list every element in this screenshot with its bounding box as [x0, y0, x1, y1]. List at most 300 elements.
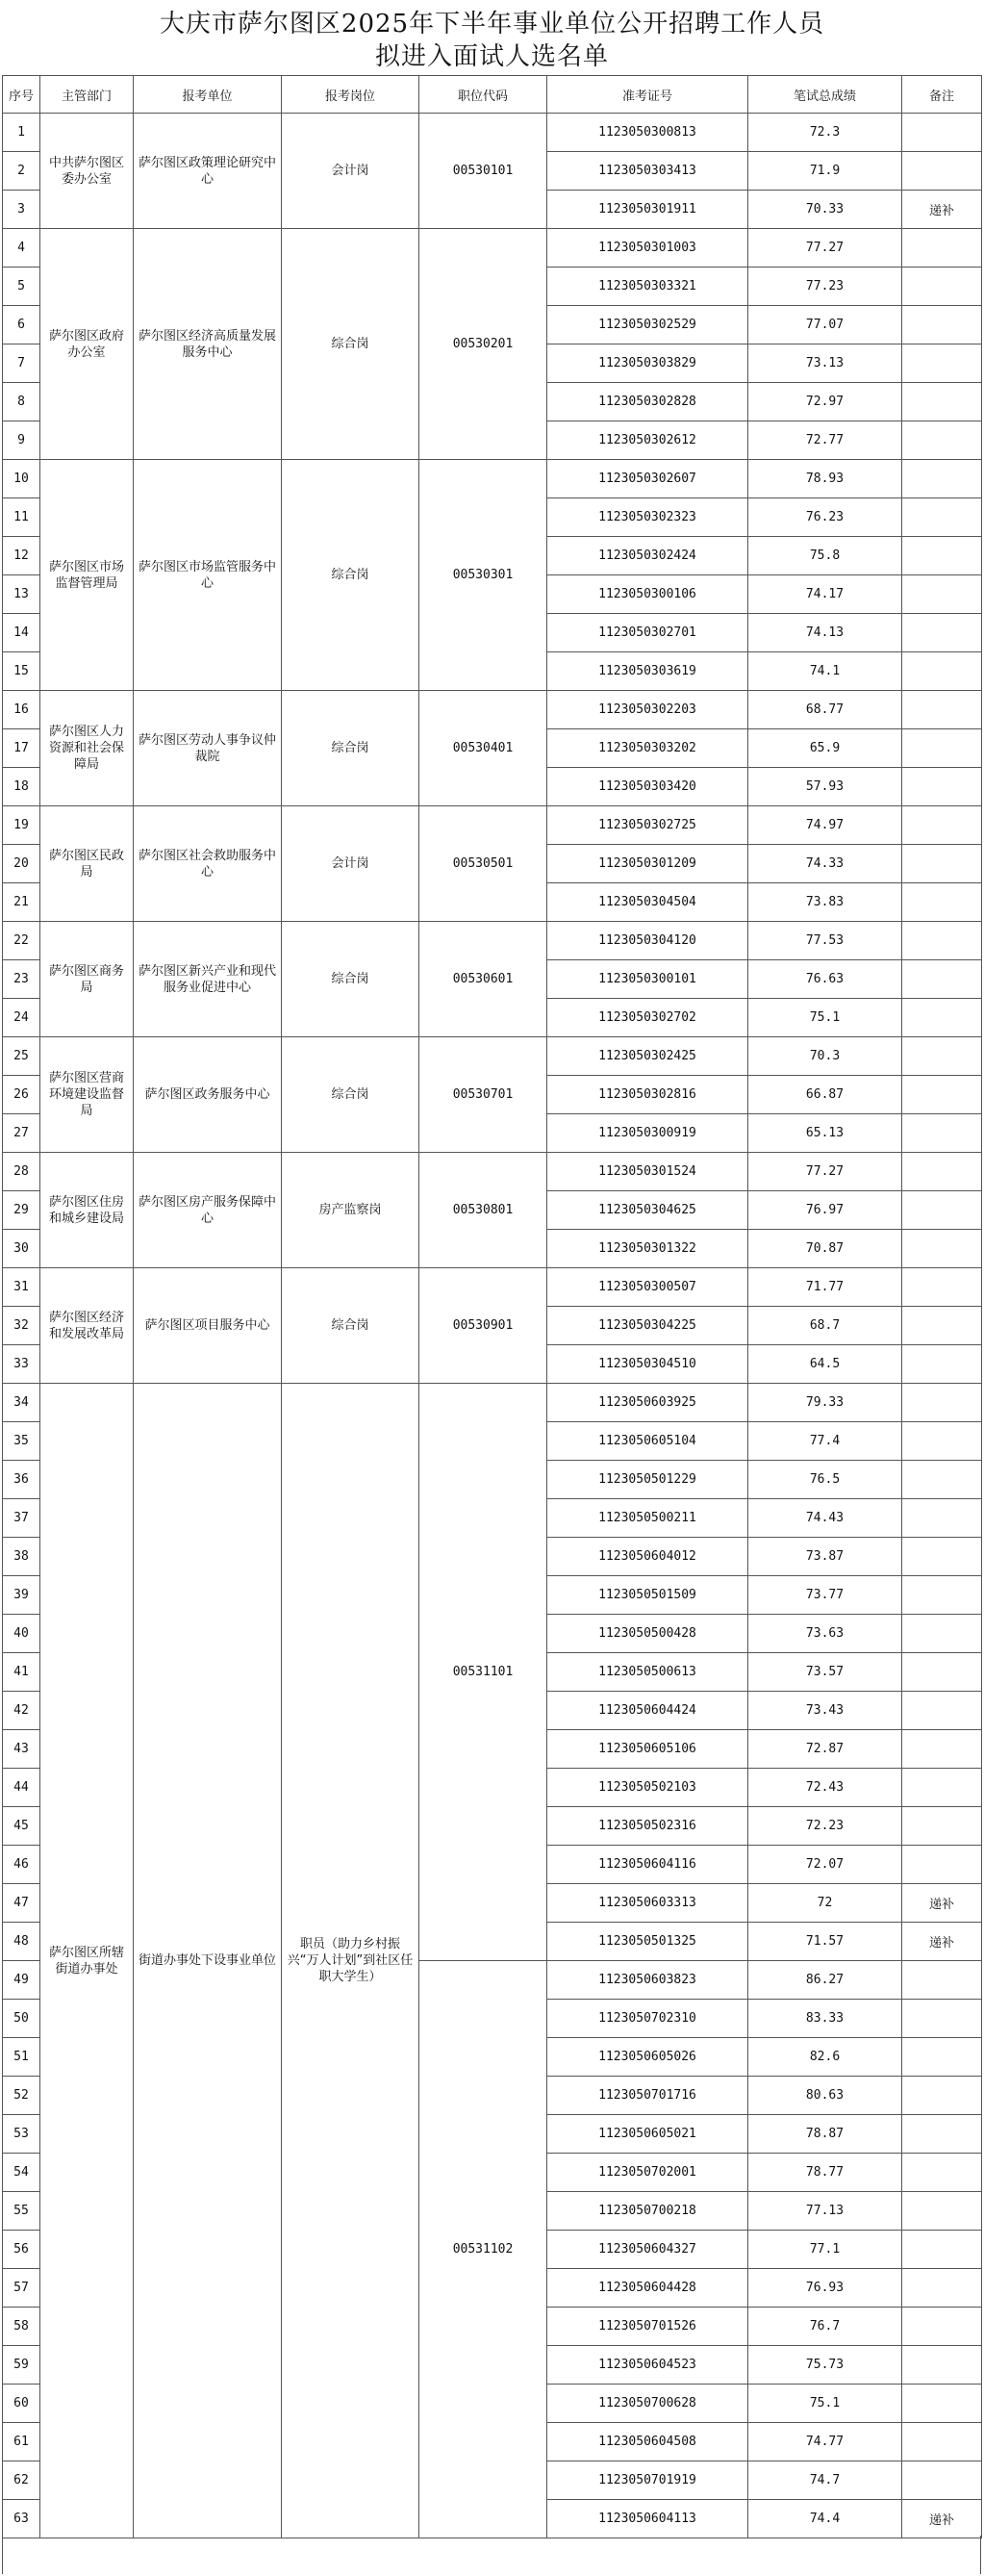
admission-number: 1123050501229 [547, 1461, 748, 1499]
admission-number: 1123050604012 [547, 1538, 748, 1576]
admission-number: 1123050701526 [547, 2308, 748, 2346]
total-score: 76.7 [748, 2308, 902, 2346]
remarks [902, 2231, 982, 2269]
remarks [902, 1153, 982, 1191]
total-score: 77.1 [748, 2231, 902, 2269]
admission-number: 1123050300106 [547, 575, 748, 614]
admission-number: 1123050301322 [547, 1230, 748, 1268]
row-index: 26 [3, 1076, 40, 1114]
total-score: 77.23 [748, 268, 902, 306]
admission-number: 1123050603823 [547, 1961, 748, 2000]
row-index: 38 [3, 1538, 40, 1576]
post-cell: 综合岗 [282, 1268, 419, 1384]
remarks: 递补 [902, 2500, 982, 2538]
remarks [902, 1961, 982, 2000]
post-cell: 综合岗 [282, 691, 419, 806]
position-code-cell: 00530501 [419, 806, 547, 922]
total-score: 73.57 [748, 1653, 902, 1692]
row-index: 41 [3, 1653, 40, 1692]
admission-number: 1123050700218 [547, 2192, 748, 2231]
row-index: 59 [3, 2346, 40, 2385]
table-header-row [3, 76, 982, 114]
admission-number: 1123050303619 [547, 652, 748, 691]
admission-number: 1123050302725 [547, 806, 748, 845]
total-score: 76.5 [748, 1461, 902, 1499]
remarks [902, 691, 982, 729]
admission-number: 1123050604327 [547, 2231, 748, 2269]
admission-number: 1123050501325 [547, 1923, 748, 1961]
table-row [3, 1153, 982, 1191]
unit-cell: 萨尔图区房产服务保障中心 [134, 1153, 282, 1268]
remarks [902, 537, 982, 575]
remarks [902, 344, 982, 383]
admission-number: 1123050300813 [547, 114, 748, 152]
admission-number: 1123050304625 [547, 1191, 748, 1230]
admission-number: 1123050605104 [547, 1422, 748, 1461]
total-score: 71.57 [748, 1923, 902, 1961]
unit-cell: 萨尔图区经济高质量发展服务中心 [134, 229, 282, 460]
row-index: 17 [3, 729, 40, 768]
total-score: 73.77 [748, 1576, 902, 1615]
total-score: 72 [748, 1884, 902, 1923]
department-cell: 萨尔图区民政局 [40, 806, 134, 922]
table-row [3, 114, 982, 152]
total-score: 76.23 [748, 498, 902, 537]
remarks [902, 1076, 982, 1114]
row-index: 32 [3, 1307, 40, 1345]
total-score: 77.27 [748, 229, 902, 268]
position-code-cell: 00530601 [419, 922, 547, 1037]
total-score: 75.8 [748, 537, 902, 575]
remarks [902, 729, 982, 768]
row-index: 22 [3, 922, 40, 960]
admission-number: 1123050303321 [547, 268, 748, 306]
total-score: 82.6 [748, 2038, 902, 2077]
page-title-line1: 大庆市萨尔图区2025年下半年事业单位公开招聘工作人员 [159, 10, 825, 38]
admission-number: 1123050302607 [547, 460, 748, 498]
admission-number: 1123050304504 [547, 883, 748, 922]
row-index: 61 [3, 2423, 40, 2461]
admission-number: 1123050301524 [547, 1153, 748, 1191]
admission-number: 1123050304120 [547, 922, 748, 960]
total-score: 72.43 [748, 1769, 902, 1807]
admission-number: 1123050702310 [547, 2000, 748, 2038]
remarks [902, 1615, 982, 1653]
row-index: 40 [3, 1615, 40, 1653]
total-score: 77.4 [748, 1422, 902, 1461]
admission-number: 1123050303829 [547, 344, 748, 383]
row-index: 54 [3, 2154, 40, 2192]
admission-number: 1123050302816 [547, 1076, 748, 1114]
department-cell: 萨尔图区政府办公室 [40, 229, 134, 460]
position-code-cell: 00530801 [419, 1153, 547, 1268]
remarks [902, 421, 982, 460]
row-index: 55 [3, 2192, 40, 2231]
remarks [902, 1384, 982, 1422]
row-index: 42 [3, 1692, 40, 1730]
unit-cell: 萨尔图区市场监管服务中心 [134, 460, 282, 691]
department-cell: 萨尔图区经济和发展改革局 [40, 1268, 134, 1384]
admission-number: 1123050301911 [547, 191, 748, 229]
admission-number: 1123050605026 [547, 2038, 748, 2077]
position-code-cell: 00530901 [419, 1268, 547, 1384]
total-score: 68.77 [748, 691, 902, 729]
post-cell: 会计岗 [282, 114, 419, 229]
department-cell: 萨尔图区营商环境建设监督局 [40, 1037, 134, 1153]
total-score: 79.33 [748, 1384, 902, 1422]
remarks [902, 2038, 982, 2077]
remarks [902, 1499, 982, 1538]
total-score: 72.07 [748, 1846, 902, 1884]
total-score: 77.13 [748, 2192, 902, 2231]
row-index: 23 [3, 960, 40, 999]
remarks [902, 2115, 982, 2154]
total-score: 74.1 [748, 652, 902, 691]
total-score: 77.07 [748, 306, 902, 344]
unit-cell: 萨尔图区项目服务中心 [134, 1268, 282, 1384]
admission-number: 1123050700628 [547, 2385, 748, 2423]
row-index: 5 [3, 268, 40, 306]
position-code-cell: 00531101 [419, 1384, 547, 1961]
position-code-cell: 00530701 [419, 1037, 547, 1153]
admission-number: 1123050603313 [547, 1884, 748, 1923]
unit-cell: 萨尔图区政务服务中心 [134, 1037, 282, 1153]
admission-number: 1123050502316 [547, 1807, 748, 1846]
admission-number: 1123050502103 [547, 1769, 748, 1807]
header-position-code: 职位代码 [419, 76, 547, 114]
remarks [902, 1307, 982, 1345]
total-score: 70.33 [748, 191, 902, 229]
row-index: 25 [3, 1037, 40, 1076]
total-score: 76.97 [748, 1191, 902, 1230]
table-bottom-edge [2, 2536, 981, 2574]
admission-number: 1123050701716 [547, 2077, 748, 2115]
department-cell: 萨尔图区人力资源和社会保障局 [40, 691, 134, 806]
row-index: 19 [3, 806, 40, 845]
remarks [902, 883, 982, 922]
total-score: 71.77 [748, 1268, 902, 1307]
admission-number: 1123050302828 [547, 383, 748, 421]
row-index: 28 [3, 1153, 40, 1191]
row-index: 21 [3, 883, 40, 922]
admission-number: 1123050302424 [547, 537, 748, 575]
row-index: 60 [3, 2385, 40, 2423]
remarks [902, 922, 982, 960]
row-index: 48 [3, 1923, 40, 1961]
total-score: 75.1 [748, 999, 902, 1037]
remarks [902, 2077, 982, 2115]
position-code-cell: 00531102 [419, 1961, 547, 2538]
remarks [902, 1230, 982, 1268]
total-score: 72.23 [748, 1807, 902, 1846]
total-score: 74.4 [748, 2500, 902, 2538]
total-score: 74.33 [748, 845, 902, 883]
remarks [902, 2154, 982, 2192]
admission-number: 1123050604523 [547, 2346, 748, 2385]
post-cell: 会计岗 [282, 806, 419, 922]
admission-number: 1123050605021 [547, 2115, 748, 2154]
admission-number: 1123050302701 [547, 614, 748, 652]
remarks [902, 1653, 982, 1692]
total-score: 78.87 [748, 2115, 902, 2154]
total-score: 72.87 [748, 1730, 902, 1769]
remarks [902, 1730, 982, 1769]
row-index: 8 [3, 383, 40, 421]
position-code-cell: 00530401 [419, 691, 547, 806]
total-score: 72.77 [748, 421, 902, 460]
remarks: 递补 [902, 191, 982, 229]
row-index: 62 [3, 2461, 40, 2500]
row-index: 20 [3, 845, 40, 883]
header-remarks: 备注 [902, 76, 982, 114]
admission-number: 1123050302323 [547, 498, 748, 537]
admission-number: 1123050702001 [547, 2154, 748, 2192]
remarks [902, 1846, 982, 1884]
row-index: 63 [3, 2500, 40, 2538]
position-code-cell: 00530301 [419, 460, 547, 691]
department-cell: 萨尔图区商务局 [40, 922, 134, 1037]
post-cell: 房产监察岗 [282, 1153, 419, 1268]
total-score: 70.3 [748, 1037, 902, 1076]
department-cell: 萨尔图区住房和城乡建设局 [40, 1153, 134, 1268]
row-index: 6 [3, 306, 40, 344]
total-score: 78.77 [748, 2154, 902, 2192]
post-cell: 综合岗 [282, 1037, 419, 1153]
candidate-table [2, 75, 982, 2538]
row-index: 33 [3, 1345, 40, 1384]
remarks [902, 768, 982, 806]
remarks [902, 575, 982, 614]
remarks [902, 460, 982, 498]
row-index: 14 [3, 614, 40, 652]
admission-number: 1123050300919 [547, 1114, 748, 1153]
unit-cell: 萨尔图区劳动人事争议仲裁院 [134, 691, 282, 806]
admission-number: 1123050303202 [547, 729, 748, 768]
total-score: 74.13 [748, 614, 902, 652]
remarks [902, 1037, 982, 1076]
row-index: 50 [3, 2000, 40, 2038]
remarks [902, 1576, 982, 1615]
remarks [902, 652, 982, 691]
row-index: 53 [3, 2115, 40, 2154]
remarks [902, 1422, 982, 1461]
remarks [902, 1191, 982, 1230]
admission-number: 1123050302529 [547, 306, 748, 344]
total-score: 64.5 [748, 1345, 902, 1384]
total-score: 72.3 [748, 114, 902, 152]
row-index: 24 [3, 999, 40, 1037]
remarks [902, 1114, 982, 1153]
row-index: 9 [3, 421, 40, 460]
total-score: 75.1 [748, 2385, 902, 2423]
row-index: 15 [3, 652, 40, 691]
row-index: 29 [3, 1191, 40, 1230]
total-score: 74.77 [748, 2423, 902, 2461]
total-score: 70.87 [748, 1230, 902, 1268]
admission-number: 1123050303420 [547, 768, 748, 806]
admission-number: 1123050302203 [547, 691, 748, 729]
table-row [3, 691, 982, 729]
unit-cell: 萨尔图区政策理论研究中心 [134, 114, 282, 229]
position-code-cell: 00530101 [419, 114, 547, 229]
header-total-score: 笔试总成绩 [748, 76, 902, 114]
remarks [902, 1692, 982, 1730]
admission-number: 1123050500428 [547, 1615, 748, 1653]
remarks [902, 2423, 982, 2461]
admission-number: 1123050302612 [547, 421, 748, 460]
admission-number: 1123050303413 [547, 152, 748, 191]
remarks [902, 383, 982, 421]
table-row [3, 460, 982, 498]
remarks [902, 999, 982, 1037]
remarks [902, 1538, 982, 1576]
total-score: 72.97 [748, 383, 902, 421]
admission-number: 1123050304225 [547, 1307, 748, 1345]
total-score: 74.17 [748, 575, 902, 614]
row-index: 58 [3, 2308, 40, 2346]
remarks [902, 229, 982, 268]
total-score: 74.97 [748, 806, 902, 845]
post-cell: 综合岗 [282, 460, 419, 691]
row-index: 34 [3, 1384, 40, 1422]
header-post: 报考岗位 [282, 76, 419, 114]
remarks [902, 614, 982, 652]
admission-number: 1123050604428 [547, 2269, 748, 2308]
remarks [902, 1345, 982, 1384]
row-index: 12 [3, 537, 40, 575]
remarks [902, 845, 982, 883]
row-index: 46 [3, 1846, 40, 1884]
remarks [902, 2269, 982, 2308]
remarks [902, 498, 982, 537]
total-score: 73.63 [748, 1615, 902, 1653]
row-index: 16 [3, 691, 40, 729]
total-score: 68.7 [748, 1307, 902, 1345]
remarks [902, 806, 982, 845]
total-score: 83.33 [748, 2000, 902, 2038]
remarks [902, 2192, 982, 2231]
row-index: 51 [3, 2038, 40, 2077]
remarks [902, 2461, 982, 2500]
row-index: 13 [3, 575, 40, 614]
unit-cell: 街道办事处下设事业单位 [134, 1384, 282, 2538]
header-index: 序号 [3, 76, 40, 114]
table-body [3, 114, 982, 2538]
department-cell: 萨尔图区市场监督管理局 [40, 460, 134, 691]
row-index: 27 [3, 1114, 40, 1153]
remarks [902, 152, 982, 191]
row-index: 47 [3, 1884, 40, 1923]
row-index: 44 [3, 1769, 40, 1807]
remarks [902, 114, 982, 152]
remarks: 递补 [902, 1923, 982, 1961]
table-row [3, 1268, 982, 1307]
post-cell: 职员（助力乡村振兴“万人计划”到社区任职大学生） [282, 1384, 419, 2538]
header-unit: 报考单位 [134, 76, 282, 114]
admission-number: 1123050701919 [547, 2461, 748, 2500]
remarks [902, 2308, 982, 2346]
remarks [902, 960, 982, 999]
remarks [902, 1807, 982, 1846]
post-cell: 综合岗 [282, 922, 419, 1037]
admission-number: 1123050604424 [547, 1692, 748, 1730]
admission-number: 1123050605106 [547, 1730, 748, 1769]
admission-number: 1123050304510 [547, 1345, 748, 1384]
remarks [902, 2346, 982, 2385]
table-row [3, 229, 982, 268]
remarks [902, 1461, 982, 1499]
total-score: 76.93 [748, 2269, 902, 2308]
remarks: 递补 [902, 1884, 982, 1923]
row-index: 37 [3, 1499, 40, 1538]
row-index: 7 [3, 344, 40, 383]
table-row [3, 806, 982, 845]
remarks [902, 2000, 982, 2038]
admission-number: 1123050501509 [547, 1576, 748, 1615]
total-score: 65.9 [748, 729, 902, 768]
row-index: 52 [3, 2077, 40, 2115]
row-index: 43 [3, 1730, 40, 1769]
row-index: 18 [3, 768, 40, 806]
row-index: 11 [3, 498, 40, 537]
table-row [3, 1037, 982, 1076]
row-index: 30 [3, 1230, 40, 1268]
total-score: 77.27 [748, 1153, 902, 1191]
row-index: 36 [3, 1461, 40, 1499]
total-score: 74.43 [748, 1499, 902, 1538]
total-score: 74.7 [748, 2461, 902, 2500]
admission-number: 1123050604113 [547, 2500, 748, 2538]
admission-number: 1123050302702 [547, 999, 748, 1037]
department-cell: 中共萨尔图区委办公室 [40, 114, 134, 229]
remarks [902, 1268, 982, 1307]
total-score: 73.87 [748, 1538, 902, 1576]
total-score: 65.13 [748, 1114, 902, 1153]
table-row [3, 1384, 982, 1422]
admission-number: 1123050300507 [547, 1268, 748, 1307]
remarks [902, 306, 982, 344]
admission-number: 1123050500613 [547, 1653, 748, 1692]
total-score: 78.93 [748, 460, 902, 498]
total-score: 77.53 [748, 922, 902, 960]
header-department: 主管部门 [40, 76, 134, 114]
total-score: 73.13 [748, 344, 902, 383]
row-index: 31 [3, 1268, 40, 1307]
total-score: 73.83 [748, 883, 902, 922]
admission-number: 1123050604116 [547, 1846, 748, 1884]
total-score: 76.63 [748, 960, 902, 999]
row-index: 3 [3, 191, 40, 229]
row-index: 10 [3, 460, 40, 498]
total-score: 75.73 [748, 2346, 902, 2385]
total-score: 71.9 [748, 152, 902, 191]
row-index: 35 [3, 1422, 40, 1461]
admission-number: 1123050300101 [547, 960, 748, 999]
row-index: 56 [3, 2231, 40, 2269]
table-row [3, 922, 982, 960]
total-score: 86.27 [748, 1961, 902, 2000]
admission-number: 1123050604508 [547, 2423, 748, 2461]
unit-cell: 萨尔图区社会救助服务中心 [134, 806, 282, 922]
row-index: 49 [3, 1961, 40, 2000]
header-admission-number: 准考证号 [547, 76, 748, 114]
total-score: 80.63 [748, 2077, 902, 2115]
total-score: 66.87 [748, 1076, 902, 1114]
department-cell: 萨尔图区所辖街道办事处 [40, 1384, 134, 2538]
row-index: 2 [3, 152, 40, 191]
page-title-line2: 拟进入面试人选名单 [374, 42, 609, 71]
admission-number: 1123050500211 [547, 1499, 748, 1538]
